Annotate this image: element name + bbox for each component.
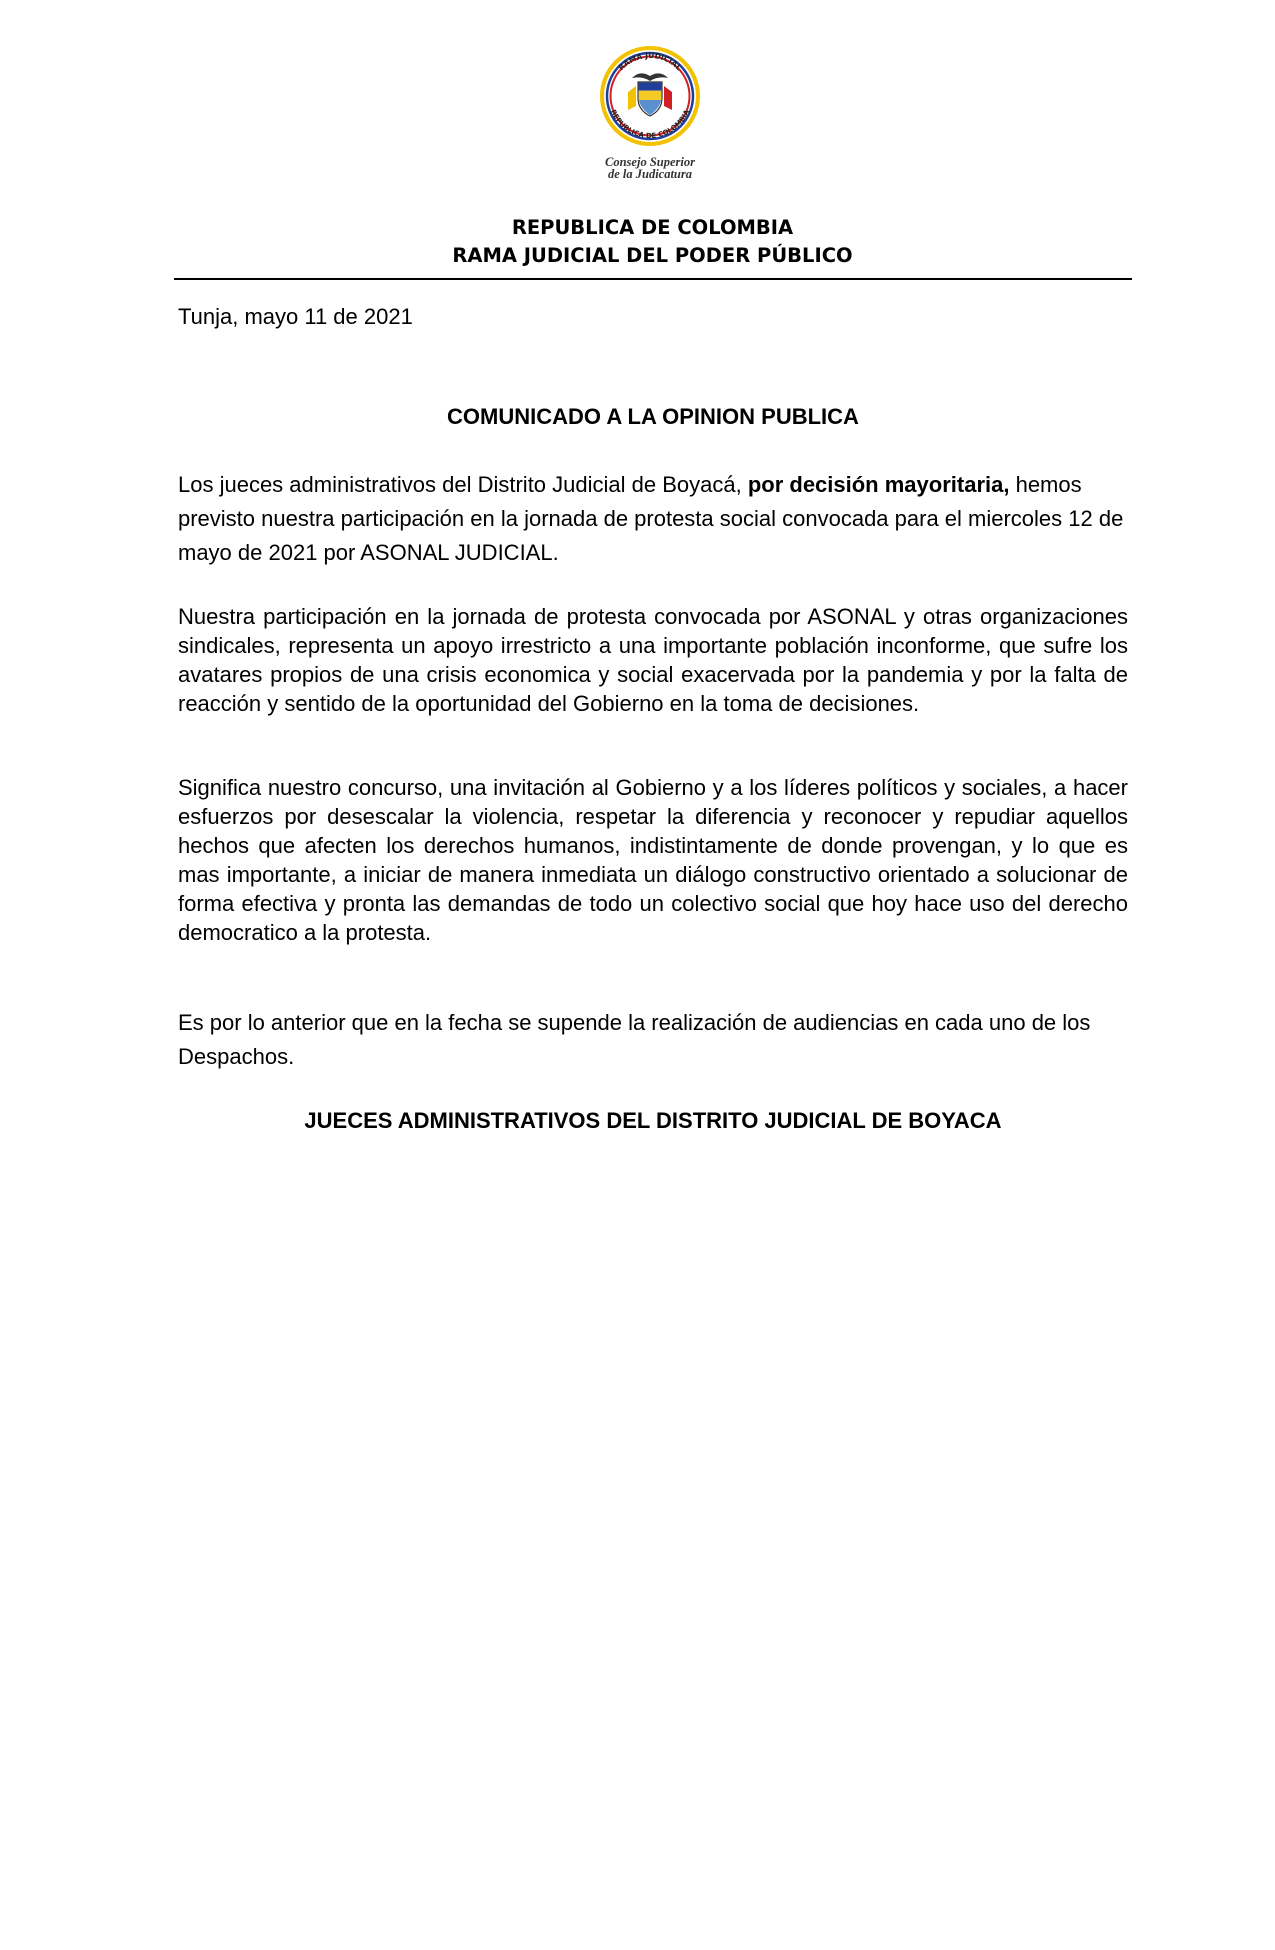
paragraph-1-rest: hemos previsto nuestra participación en la jornada de protesta social convocada para el miercoles 12 de mayo de 2021 por ASONAL JUDICIAL. [178, 472, 1124, 565]
colombia-coat-of-arms-icon [588, 40, 712, 152]
paragraph-4: Es por lo anterior que en la fecha se supende la realización de audiencias en cada uno de los Despachos. [178, 1010, 1091, 1069]
paragraph-1 [178, 468, 1128, 570]
letterhead-country: REPUBLICA DE COLOMBIA [511, 216, 794, 239]
document-date: Tunja, mayo 11 de 2021 [178, 304, 413, 329]
document-title: COMUNICADO A LA OPINION PUBLICA [447, 404, 859, 429]
letterhead [175, 214, 1130, 270]
letterhead-branch: RAMA JUDICIAL DEL PODER PÚBLICO [452, 244, 853, 267]
judiciary-seal-logo [588, 40, 712, 190]
paragraph-1-intro: Los jueces administrativos del Distrito Judicial de Boyacá, [178, 472, 748, 497]
signature-line: JUECES ADMINISTRATIVOS DEL DISTRITO JUDICIAL DE BOYACA [304, 1108, 1002, 1133]
logo-caption-line2: de la Judicatura [607, 167, 693, 181]
svg-text:RAMA JUDICIAL: RAMA JUDICIAL [616, 50, 684, 73]
header-divider [174, 278, 1132, 280]
logo-caption-line1: Consejo Superior [605, 155, 695, 169]
paragraph-2: Nuestra participación en la jornada de protesta convocada por ASONAL y otras organizaciones sindicales, representa un apoyo irrestricto a una importante población inconforme, que sufre los avatares propios de una crisis economica y social exacervada por la pandemia y por la falta de reacción y sentido de la oportunidad del Gobierno en la toma de decisiones. [178, 604, 1128, 716]
paragraph-3: Significa nuestro concurso, una invitación al Gobierno y a los líderes políticos y sociales, a hacer esfuerzos por desescalar la violencia, respetar la diferencia y reconocer y repudiar aquellos hechos que afecten los derechos humanos, indistintamente de donde provengan, y lo que es mas importante, a iniciar de manera inmediata un diálogo constructivo orientado a solucionar de forma efectiva y pronta las demandas de todo un colectivo social que hoy hace uso del derecho democratico a la protesta. [178, 775, 1128, 945]
svg-text:REPUBLICA DE COLOMBIA: REPUBLICA DE COLOMBIA [608, 108, 692, 141]
paragraph-1-bold: por decisión mayoritaria, [747, 472, 1010, 497]
